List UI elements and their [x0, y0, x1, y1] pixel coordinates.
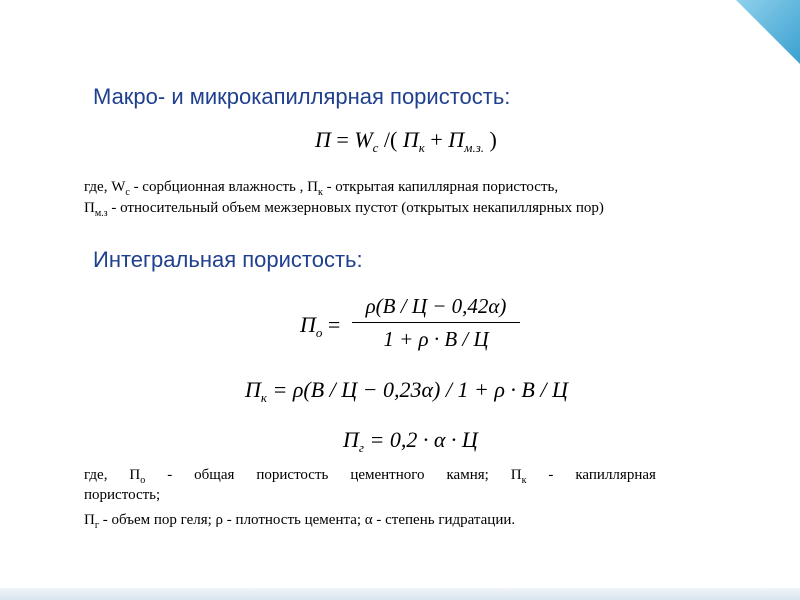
heading-macro-micro: Макро- и микрокапиллярная пористость:: [93, 84, 511, 109]
formula-total-lhs: $П_о$ =: [300, 312, 341, 340]
description-2-line-1: где, $П_о$ - общая пористость цементного камня; $П_к$ - капиллярная: [84, 467, 656, 486]
fraction-denominator: 1 + ρ · В / Ц: [383, 327, 489, 351]
fraction-bar: [352, 322, 520, 323]
description-2-line-3: $П_г$ - объем пор геля; ρ - плотность цемента; α - степень гидратации.: [84, 512, 516, 531]
description-line-1: где, $W_c$ - сорбционная влажность , $П_к$ - открытая капиллярная пористость,: [84, 179, 559, 198]
description-line-2: $П_{м.з}$ - относительный объем межзерновых пустот (открытых некапиллярных пор): [84, 200, 604, 219]
formula-capillary-porosity: $П_к = \rho(В / Ц - 0,23\alpha) / 1 + \rho \cdot В / Ц$: [245, 377, 568, 405]
heading-integral: Интегральная пористость:: [93, 247, 363, 272]
fraction-numerator: ρ(В / Ц − 0,42α): [365, 294, 507, 318]
formula-porosity: $П = W_c$ /( $П_к + П_{м.з.}$ ): [315, 127, 497, 155]
formula-total-fraction: [352, 292, 520, 353]
formula-gel-porosity: $П_г = 0,2 \cdot \alpha \cdot Ц$: [343, 427, 478, 455]
corner-decoration: [736, 0, 800, 64]
bottom-band: [0, 588, 800, 600]
description-2-line-2: пористость;: [84, 487, 161, 503]
